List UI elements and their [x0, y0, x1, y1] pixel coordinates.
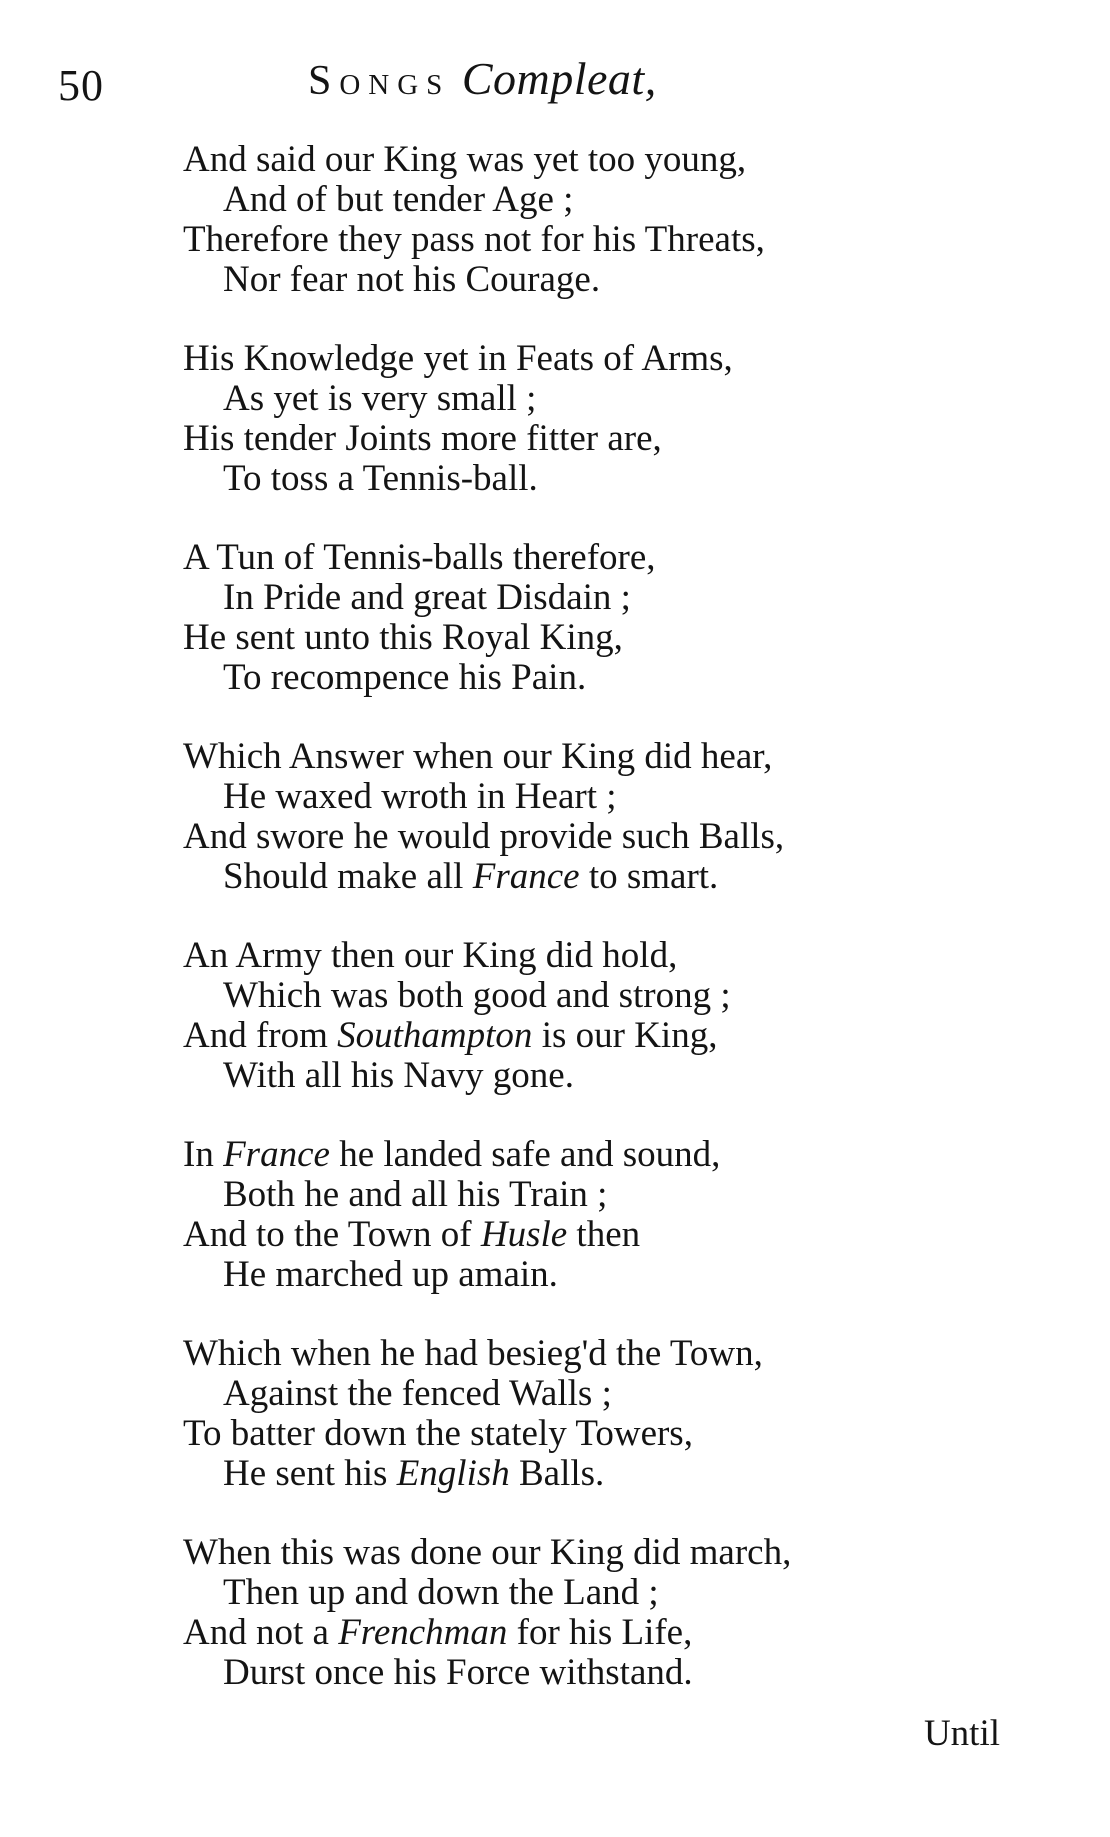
poem-line — [183, 180, 1043, 220]
poem-line — [183, 936, 1043, 976]
line-text: And said our King was yet too young, — [183, 139, 747, 180]
poem-line — [183, 618, 1043, 658]
line-text: he landed safe and sound, — [329, 1134, 721, 1175]
line-text: With all his Navy gone. — [223, 1055, 574, 1096]
line-text: Which was both good and strong ; — [223, 975, 731, 1016]
poem-line — [183, 1414, 1043, 1454]
line-text: Both he and all his Train ; — [223, 1174, 608, 1215]
stanza — [183, 737, 1043, 897]
italic-word: Husle — [480, 1214, 568, 1255]
italic-word: France — [223, 1134, 330, 1175]
stanza — [183, 1533, 1043, 1693]
line-text: Then up and down the Land ; — [223, 1572, 659, 1613]
line-text: is our King, — [532, 1015, 718, 1056]
poem-line — [183, 1653, 1043, 1693]
poem-body — [183, 140, 1043, 1732]
line-text: And of but tender Age ; — [223, 179, 574, 220]
poem-line — [183, 777, 1043, 817]
poem-line — [183, 1255, 1043, 1295]
stanza — [183, 1135, 1043, 1295]
line-text: And swore he would provide such Balls, — [183, 816, 785, 857]
line-text: Against the fenced Walls ; — [223, 1373, 612, 1414]
poem-line — [183, 379, 1043, 419]
poem-line — [183, 1135, 1043, 1175]
line-text: As yet is very small ; — [223, 378, 537, 419]
line-text: He marched up amain. — [223, 1254, 558, 1295]
poem-line — [183, 1215, 1043, 1255]
poem-line — [183, 817, 1043, 857]
line-text: In Pride and great Disdain ; — [223, 577, 631, 618]
poem-line — [183, 140, 1043, 180]
poem-line — [183, 1613, 1043, 1653]
line-text: His tender Joints more fitter are, — [183, 418, 662, 459]
poem-line — [183, 260, 1043, 300]
stanza — [183, 538, 1043, 698]
line-text: Should make all — [223, 856, 473, 897]
poem-line — [183, 1016, 1043, 1056]
poem-line — [183, 976, 1043, 1016]
line-text: Which when he had besieg'd the Town, — [183, 1333, 763, 1374]
running-title-italic: Compleat, — [461, 53, 657, 104]
poem-line — [183, 1454, 1043, 1494]
poem-line — [183, 419, 1043, 459]
line-text: To toss a Tennis-ball. — [223, 458, 538, 499]
line-text: A Tun of Tennis-balls therefore, — [183, 537, 656, 578]
italic-word: France — [472, 856, 580, 897]
poem-line — [183, 459, 1043, 499]
line-text: To recompence his Pain. — [223, 657, 587, 698]
poem-line — [183, 1334, 1043, 1374]
stanza — [183, 1334, 1043, 1494]
poem-line — [183, 339, 1043, 379]
line-text: Durst once his Force withstand. — [223, 1652, 693, 1693]
stanza — [183, 936, 1043, 1096]
line-text: to smart. — [579, 856, 719, 897]
italic-word: Frenchman — [338, 1612, 508, 1653]
poem-line — [183, 1573, 1043, 1613]
line-text: He sent unto this Royal King, — [183, 617, 623, 658]
line-text: then — [567, 1214, 641, 1255]
line-text: He sent his — [223, 1453, 397, 1494]
line-text: Which Answer when our King did hear, — [183, 736, 773, 777]
line-text: for his Life, — [507, 1612, 693, 1653]
poem-line — [183, 658, 1043, 698]
poem-line — [183, 220, 1043, 260]
stanza — [183, 339, 1043, 499]
line-text: And from — [183, 1015, 338, 1056]
italic-word: English — [396, 1453, 510, 1494]
poem-line — [183, 737, 1043, 777]
running-title-caps: Songs — [308, 58, 451, 104]
line-text: He waxed wroth in Heart ; — [223, 776, 617, 817]
line-text: Nor fear not his Courage. — [223, 259, 601, 300]
line-text: And not a — [183, 1612, 339, 1653]
line-text: And to the Town of — [183, 1214, 481, 1255]
poem-line — [183, 538, 1043, 578]
line-text: Therefore they pass not for his Threats, — [183, 219, 765, 260]
line-text: Balls. — [509, 1453, 605, 1494]
poem-line — [183, 578, 1043, 618]
running-title — [308, 52, 657, 105]
line-text: To batter down the stately Towers, — [183, 1413, 693, 1454]
poem-line — [183, 1175, 1043, 1215]
line-text: An Army then our King did hold, — [183, 935, 678, 976]
line-text: When this was done our King did march, — [183, 1532, 792, 1573]
poem-line — [183, 1374, 1043, 1414]
page-number: 50 — [58, 61, 104, 110]
italic-word: Southampton — [337, 1015, 533, 1056]
catchword: Until — [923, 1713, 1000, 1754]
poem-line — [183, 1533, 1043, 1573]
poem-line — [183, 1056, 1043, 1096]
line-text: His Knowledge yet in Feats of Arms, — [183, 338, 733, 379]
line-text: In — [183, 1134, 224, 1175]
stanza — [183, 140, 1043, 300]
poem-line — [183, 857, 1043, 897]
